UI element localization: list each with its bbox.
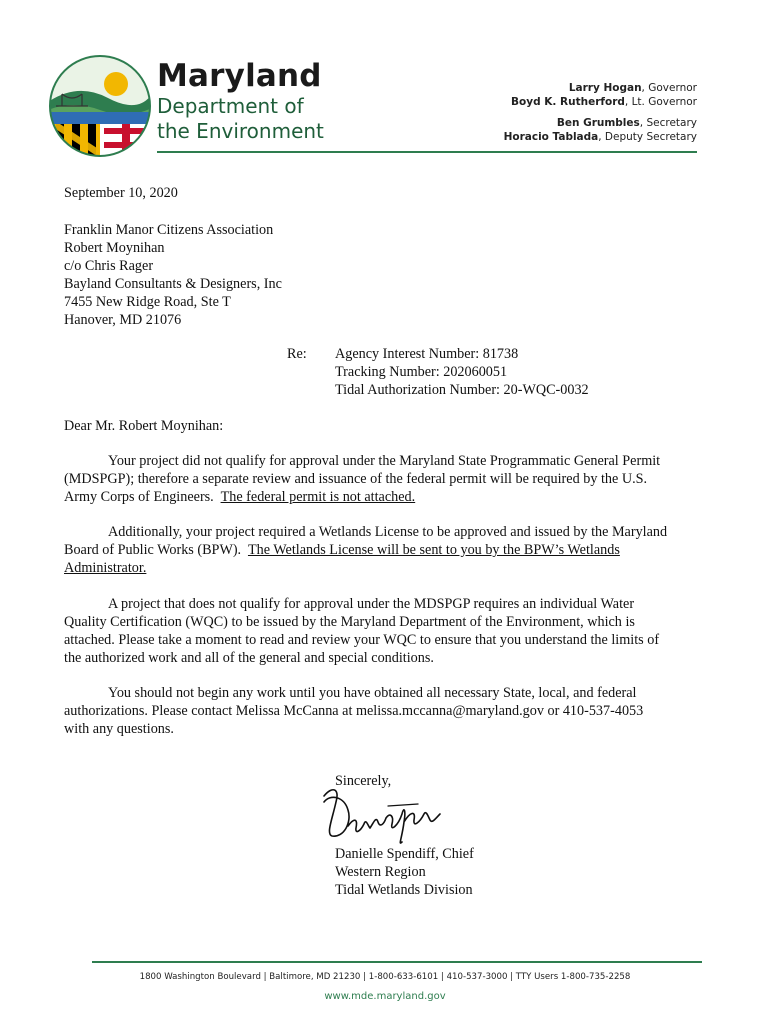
paragraph-4: You should not begin any work until you have obtained all necessary State, local, and federal authorizations. Please contact Melissa McCanna at melissa.mccanna@maryland.gov or 410-537-4053 with any questions. — [64, 685, 644, 737]
address-line: Robert Moynihan — [64, 240, 165, 256]
signer-name: Danielle Spendiff, Chief — [335, 846, 474, 862]
header-divider — [157, 151, 697, 153]
address-line: Hanover, MD 21076 — [64, 312, 182, 328]
official-secretary: Ben Grumbles, Secretary — [556, 117, 697, 129]
address-line: 7455 New Ridge Road, Ste T — [64, 294, 231, 310]
official-governor: Larry Hogan, Governor — [568, 82, 697, 94]
org-line-3: the Environment — [157, 119, 324, 143]
address-line: c/o Chris Rager — [64, 258, 154, 274]
official-deputy-secretary: Horacio Tablada, Deputy Secretary — [503, 131, 697, 143]
address-line: Franklin Manor Citizens Association — [64, 222, 274, 238]
tracking-number: Tracking Number: 202060051 — [335, 364, 508, 380]
organization-name — [157, 58, 324, 144]
signer-division: Tidal Wetlands Division — [335, 882, 473, 898]
agency-interest-number: Agency Interest Number: 81738 — [335, 346, 519, 362]
address-line: Bayland Consultants & Designers, Inc — [64, 276, 282, 292]
salutation: Dear Mr. Robert Moynihan: — [64, 418, 224, 434]
paragraph-2: Additionally, your project required a Wetlands License to be approved and issued by the Maryland Board of Public Works (BPW). The Wetlands License will be sent to you by the BPW’s Wetlands Administrator. — [64, 524, 668, 576]
footer-contact: 1800 Washington Boulevard | Baltimore, MD 21230 | 1-800-633-6101 | 410-537-3000 | TTY Users 1-800-735-2258 — [139, 972, 631, 982]
closing: Sincerely, — [335, 773, 392, 789]
letter-date: September 10, 2020 — [64, 185, 178, 201]
paragraph-3: A project that does not qualify for approval under the MDSPGP requires an individual Water Quality Certification (WQC) to be issued by the Maryland Department of the Environment, which is attached. Please take a moment to read and review your WQC to ensure that you understand the limits of the authorized work and all of the general and special conditions. — [64, 596, 660, 666]
wetlands-license-note-cont: Administrator. — [64, 560, 147, 576]
footer-divider — [92, 961, 702, 963]
tidal-authorization-number: Tidal Authorization Number: 20-WQC-0032 — [335, 382, 589, 398]
handwritten-signature-icon — [318, 782, 443, 850]
org-line-1: Maryland — [157, 58, 322, 94]
wetlands-license-note: The Wetlands License will be sent to you by the BPW’s Wetlands — [247, 542, 620, 558]
org-line-2: Department of — [157, 94, 304, 118]
federal-permit-note: The federal permit is not attached. — [220, 489, 416, 505]
signer-region: Western Region — [335, 864, 426, 880]
reference-numbers — [335, 345, 589, 399]
official-lt-governor: Boyd K. Rutherford, Lt. Governor — [511, 96, 697, 108]
re-label: Re: — [287, 346, 307, 362]
mde-logo-icon — [48, 54, 152, 158]
footer-website-link[interactable]: www.mde.maryland.gov — [324, 991, 446, 1002]
paragraph-1: Your project did not qualify for approval under the Maryland State Programmatic General Permit (MDSPGP); therefore a separate review and issuance of the federal permit will be required by the U.S. Army Corps of Engineers. The federal permit is not attached. — [64, 453, 661, 505]
signer-block — [335, 845, 474, 899]
recipient-address — [64, 221, 282, 329]
